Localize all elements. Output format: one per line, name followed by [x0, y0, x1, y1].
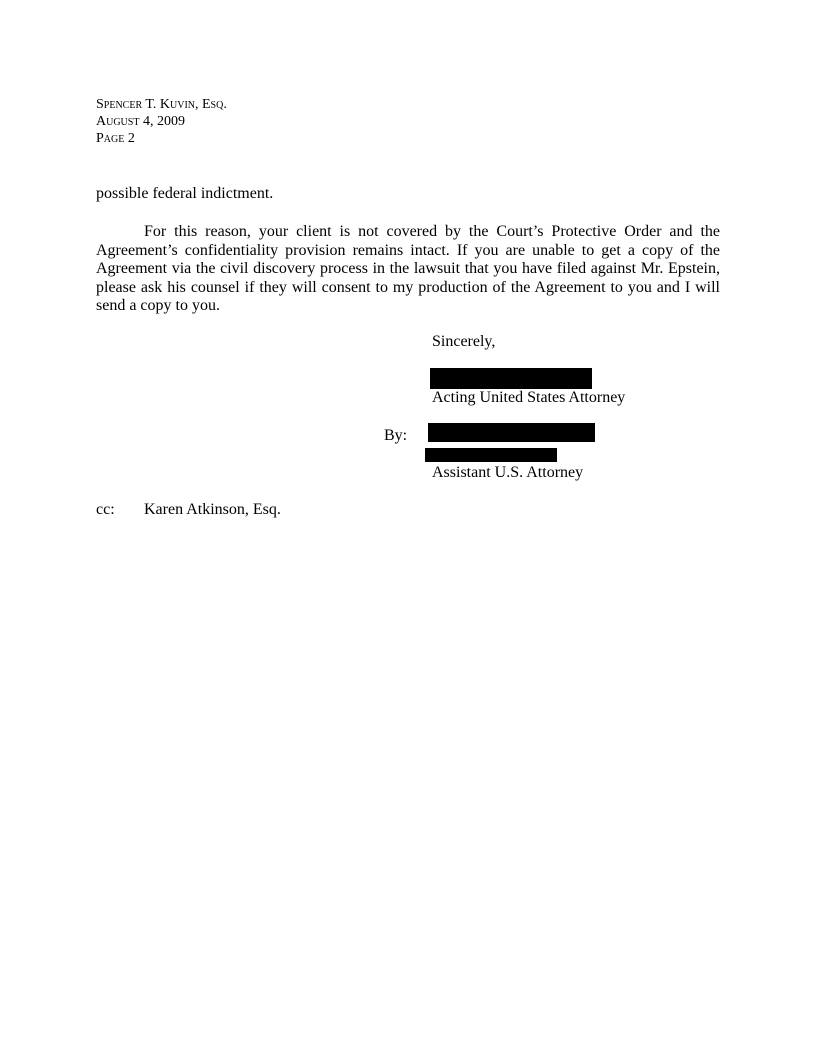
body-paragraph-2: For this reason, your client is not covered by the Court’s Protective Order and the Agreement’s confidentiality provision remains intact. If you are unable to get a copy of the Agreement via the civil discovery process in the lawsuit that you have filed against Mr. Epstein, please ask his counsel if they will consent to my production of the Agreement to you and I will send a copy to you. [96, 223, 720, 314]
redaction-block-us-attorney-name [430, 368, 592, 389]
cc-recipient: Karen Atkinson, Esq. [144, 501, 281, 518]
letter-header [96, 96, 227, 147]
header-recipient: Spencer T. Kuvin, Esq. [96, 97, 227, 112]
redaction-block-signature [428, 423, 595, 442]
cc-label: cc: [96, 501, 115, 518]
signature-title-assistant-us-attorney: Assistant U.S. Attorney [432, 464, 584, 481]
signature-title-acting-us-attorney: Acting United States Attorney [432, 389, 626, 406]
header-date: August 4, 2009 [96, 114, 185, 129]
by-label: By: [384, 427, 408, 444]
closing-text: Sincerely, [432, 333, 496, 350]
body-paragraph-1: possible federal indictment. [96, 185, 274, 202]
header-page-number: Page 2 [96, 131, 135, 146]
redaction-block-assistant-name [425, 448, 557, 462]
